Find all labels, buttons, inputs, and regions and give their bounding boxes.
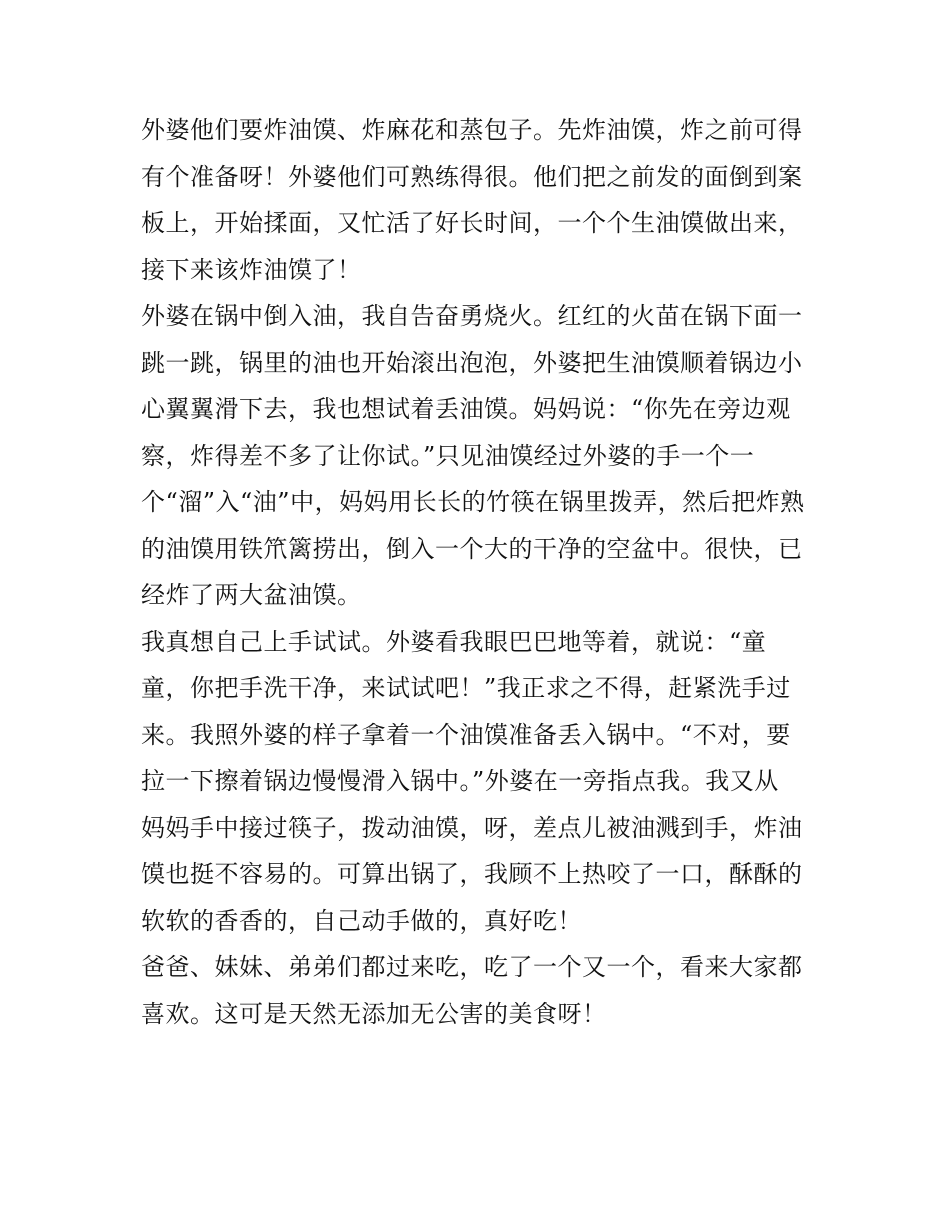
document-body xyxy=(141,107,816,1037)
text-line: 察，炸得差不多了让你试。”只见油馍经过外婆的手一个一 xyxy=(141,441,755,470)
text-line: 馍也挺不容易的。可算出锅了，我顾不上热咬了一口，酥酥的 xyxy=(141,860,803,888)
text-line: 有个准备呀！外婆他们可熟练得很。他们把之前发的面倒到案 xyxy=(141,162,803,191)
text-line: 童，你把手洗干净，来试试吧！”我正求之不得，赶紧洗手过 xyxy=(141,674,791,702)
text-line: 拉一下擦着锅边慢慢滑入锅中。”外婆在一旁指点我。我又从 xyxy=(141,767,779,795)
text-line: 爸爸、妹妹、弟弟们都过来吃，吃了一个又一个，看来大家都 xyxy=(141,953,803,981)
text-line: 我真想自己上手试试。外婆看我眼巴巴地等着，就说：“童 xyxy=(141,627,767,656)
text-line: 外婆他们要炸油馍、炸麻花和蒸包子。先炸油馍，炸之前可得 xyxy=(141,116,803,144)
text-line: 软软的香香的，自己动手做的，真好吃！ xyxy=(141,906,582,935)
text-line: 接下来该炸油馍了！ xyxy=(141,255,362,284)
text-line: 心翼翼滑下去，我也想试着丢油馍。妈妈说：“你先在旁边观 xyxy=(141,395,791,423)
text-line: 外婆在锅中倒入油，我自告奋勇烧火。红红的火苗在锅下面一 xyxy=(141,302,803,330)
text-line: 个“溜”入“油”中，妈妈用长长的竹筷在锅里拨弄，然后把炸熟 xyxy=(141,488,805,516)
text-line: 跳一跳，锅里的油也开始滚出泡泡，外婆把生油馍顺着锅边小 xyxy=(141,348,803,377)
text-line: 板上，开始揉面，又忙活了好长时间，一个个生油馍做出来， xyxy=(141,209,803,237)
text-line: 来。我照外婆的样子拿着一个油馍准备丢入锅中。“不对，要 xyxy=(141,720,791,749)
text-line: 妈妈手中接过筷子，拨动油馍，呀，差点儿被油溅到手，炸油 xyxy=(141,813,803,842)
text-line: 喜欢。这可是天然无添加无公害的美食呀！ xyxy=(141,999,607,1028)
text-line: 的油馍用铁笊篱捞出，倒入一个大的干净的空盆中。很快，已 xyxy=(141,534,803,563)
text-line: 经炸了两大盆油馍。 xyxy=(141,581,362,609)
